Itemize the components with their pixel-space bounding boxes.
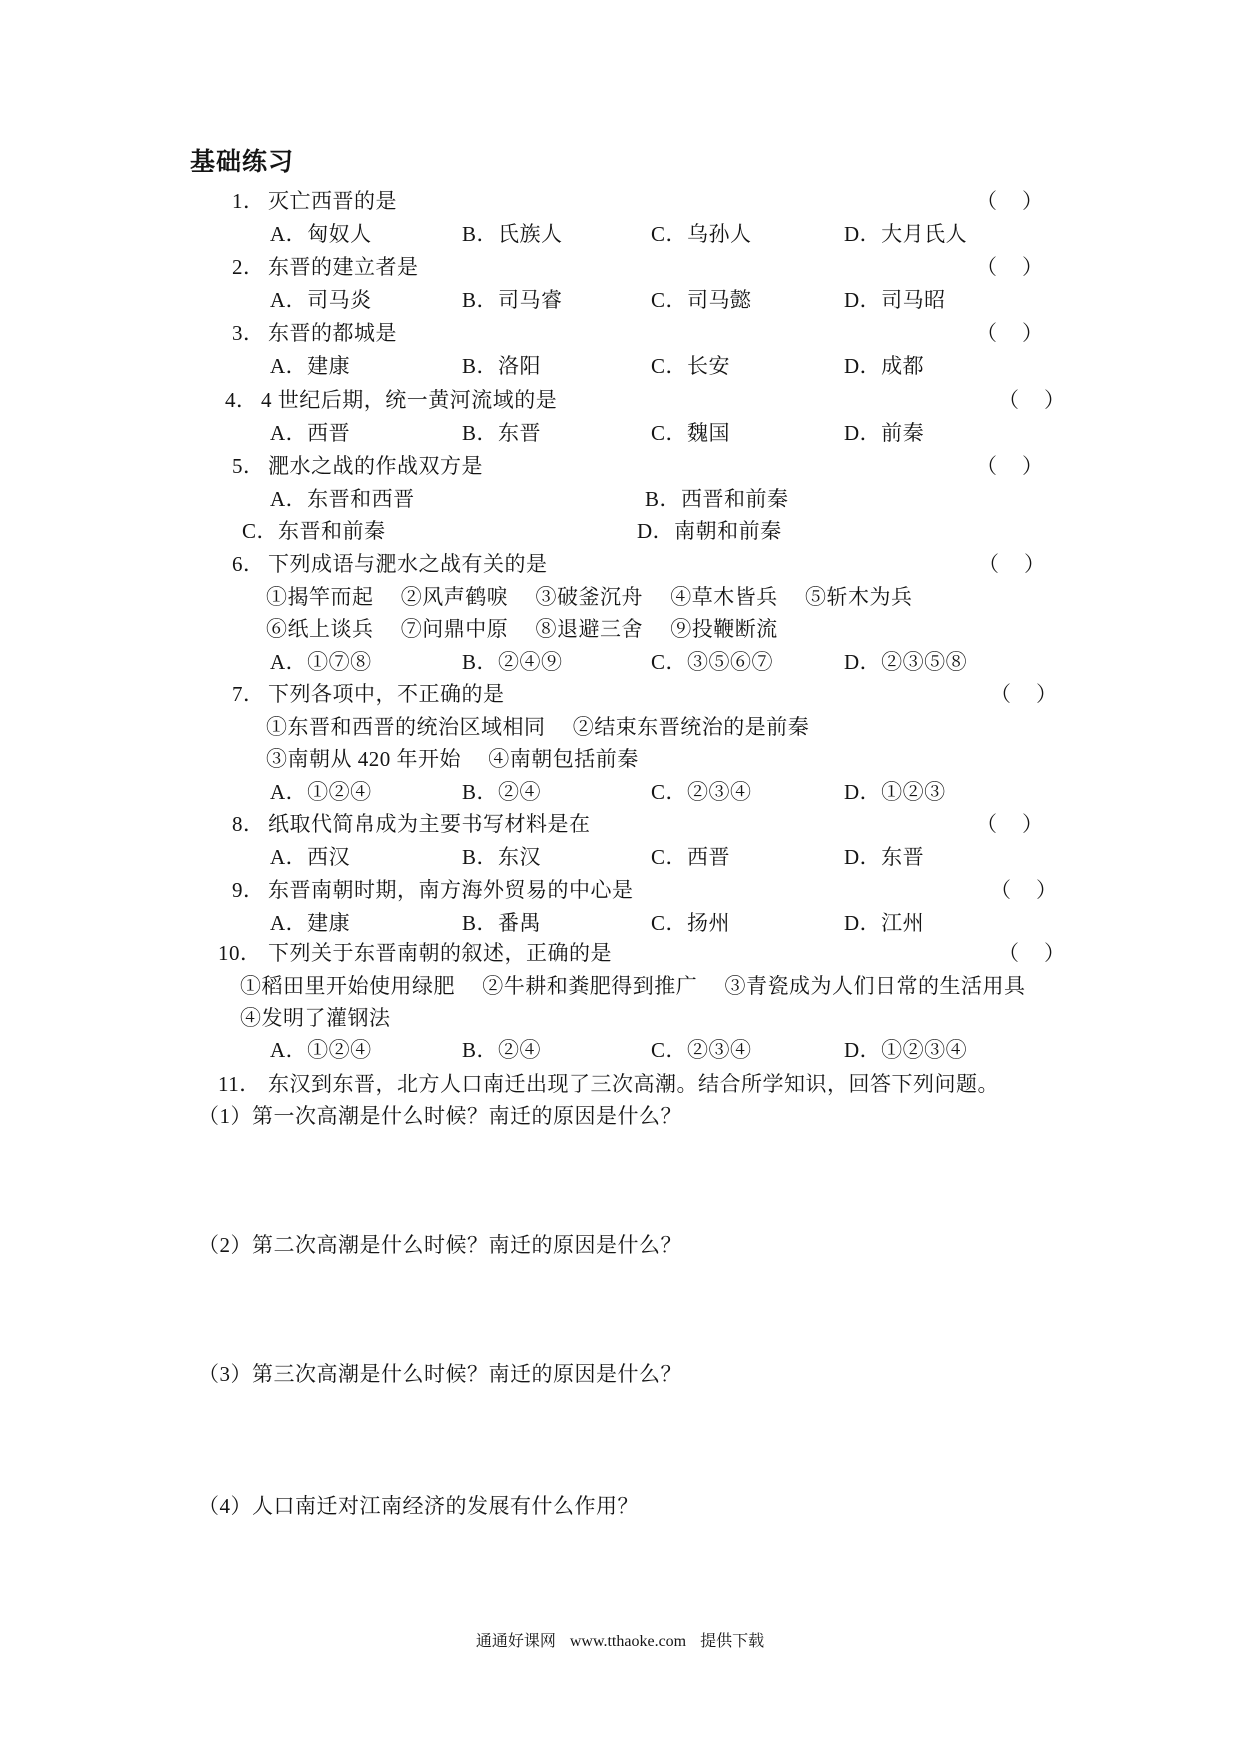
question-11-sub-1: （1）第一次高潮是什么时候？南迁的原因是什么？ [198,1104,682,1128]
question-11-number: 11． [218,1072,261,1096]
question-2-option-b: B．司马睿 [462,288,563,312]
question-6-phrases-line-2: ⑥纸上谈兵 ⑦问鼎中原 ⑧退避三舍 ⑨投鞭断流 [266,617,778,641]
question-1-option-d: D．大月氏人 [844,222,968,246]
question-6-text: 下列成语与淝水之战有关的是 [268,552,548,576]
question-7-statements-line-1: ①东晋和西晋的统治区域相同 ②结束东晋统治的是前秦 [266,715,810,739]
question-7-option-b: B．②④ [462,780,542,804]
question-10-option-d: D．①②③④ [844,1038,968,1062]
question-8-number: 8． [232,812,265,836]
question-4-text: 4 世纪后期，统一黄河流域的是 [261,388,558,412]
question-1-option-b: B．氏族人 [462,222,563,246]
question-5-option-b: B．西晋和前秦 [645,487,789,511]
question-1-option-a: A．匈奴人 [270,222,372,246]
question-7-text: 下列各项中，不正确的是 [268,682,505,706]
question-11-text: 东汉到东晋，北方人口南迁出现了三次高潮。结合所学知识，回答下列问题。 [268,1072,999,1096]
question-1-number: 1． [232,189,265,213]
question-11-sub-3: （3）第三次高潮是什么时候？南迁的原因是什么？ [198,1362,682,1386]
question-4-number: 4． [225,388,258,412]
question-10-number: 10． [218,941,262,965]
question-7-number: 7． [232,682,265,706]
question-6-option-c: C．③⑤⑥⑦ [651,650,774,674]
question-6-option-d: D．②③⑤⑧ [844,650,968,674]
question-3-option-c: C．长安 [651,354,731,378]
question-3-number: 3． [232,321,265,345]
page-title: 基础练习 [190,149,295,176]
question-3-option-d: D．成都 [844,354,925,378]
question-6-answer-bracket: （ ） [978,552,1047,576]
question-10-answer-bracket: （ ） [998,941,1067,965]
question-9-option-a: A．建康 [270,911,351,935]
question-4-option-b: B．东晋 [462,421,542,445]
question-1-answer-bracket: （ ） [976,189,1045,213]
footer-download-note: 提供下载 [700,1633,765,1650]
question-1-text: 灭亡西晋的是 [268,189,397,213]
page-footer [0,1632,1240,1652]
question-7-answer-bracket: （ ） [990,682,1059,706]
question-4-option-a: A．西晋 [270,421,351,445]
question-2-text: 东晋的建立者是 [268,255,419,279]
question-7-statements-line-2: ③南朝从 420 年开始 ④南朝包括前秦 [266,747,639,771]
question-2-number: 2． [232,255,265,279]
question-9-number: 9． [232,878,265,902]
question-9-option-b: B．番禺 [462,911,542,935]
question-7-option-a: A．①②④ [270,780,372,804]
question-10-option-c: C．②③④ [651,1038,752,1062]
question-5-number: 5． [232,454,265,478]
question-8-option-a: A．西汉 [270,845,351,869]
question-4-option-d: D．前秦 [844,421,925,445]
question-8-text: 纸取代简帛成为主要书写材料是在 [268,812,591,836]
question-5-text: 淝水之战的作战双方是 [268,454,483,478]
footer-site-name: 通通好课网 [475,1633,556,1650]
question-1-option-c: C．乌孙人 [651,222,752,246]
question-6-option-b: B．②④⑨ [462,650,563,674]
question-3-option-a: A．建康 [270,354,351,378]
question-4-answer-bracket: （ ） [998,388,1067,412]
question-10-statements-line-2: ④发明了灌钢法 [240,1006,391,1030]
footer-url: www.tthaoke.com [569,1633,687,1650]
question-2-answer-bracket: （ ） [976,255,1045,279]
question-4-option-c: C．魏国 [651,421,731,445]
question-2-option-d: D．司马昭 [844,288,946,312]
question-2-option-a: A．司马炎 [270,288,372,312]
question-5-option-d: D．南朝和前秦 [637,519,782,543]
question-7-option-c: C．②③④ [651,780,752,804]
question-8-option-d: D．东晋 [844,845,925,869]
question-10-text: 下列关于东晋南朝的叙述，正确的是 [268,941,612,965]
question-6-number: 6． [232,552,265,576]
question-9-option-d: D．江州 [844,911,925,935]
question-6-option-a: A．①⑦⑧ [270,650,372,674]
question-3-option-b: B．洛阳 [462,354,542,378]
question-10-statements-line-1: ①稻田里开始使用绿肥 ②牛耕和粪肥得到推广 ③青瓷成为人们日常的生活用具 [240,974,1026,998]
question-6-phrases-line-1: ①揭竿而起 ②风声鹤唳 ③破釜沉舟 ④草木皆兵 ⑤斩木为兵 [266,585,913,609]
question-8-answer-bracket: （ ） [976,812,1045,836]
question-7-option-d: D．①②③ [844,780,946,804]
question-5-option-c: C．东晋和前秦 [242,519,386,543]
question-8-option-c: C．西晋 [651,845,731,869]
question-5-option-a: A．东晋和西晋 [270,487,415,511]
question-9-option-c: C．扬州 [651,911,731,935]
question-3-answer-bracket: （ ） [976,321,1045,345]
question-11-sub-4: （4）人口南迁对江南经济的发展有什么作用？ [198,1494,639,1518]
question-3-text: 东晋的都城是 [268,321,397,345]
question-10-option-b: B．②④ [462,1038,542,1062]
question-5-answer-bracket: （ ） [976,454,1045,478]
question-9-answer-bracket: （ ） [990,878,1059,902]
question-2-option-c: C．司马懿 [651,288,752,312]
question-9-text: 东晋南朝时期，南方海外贸易的中心是 [268,878,634,902]
question-10-option-a: A．①②④ [270,1038,372,1062]
question-11-sub-2: （2）第二次高潮是什么时候？南迁的原因是什么？ [198,1233,682,1257]
question-8-option-b: B．东汉 [462,845,542,869]
